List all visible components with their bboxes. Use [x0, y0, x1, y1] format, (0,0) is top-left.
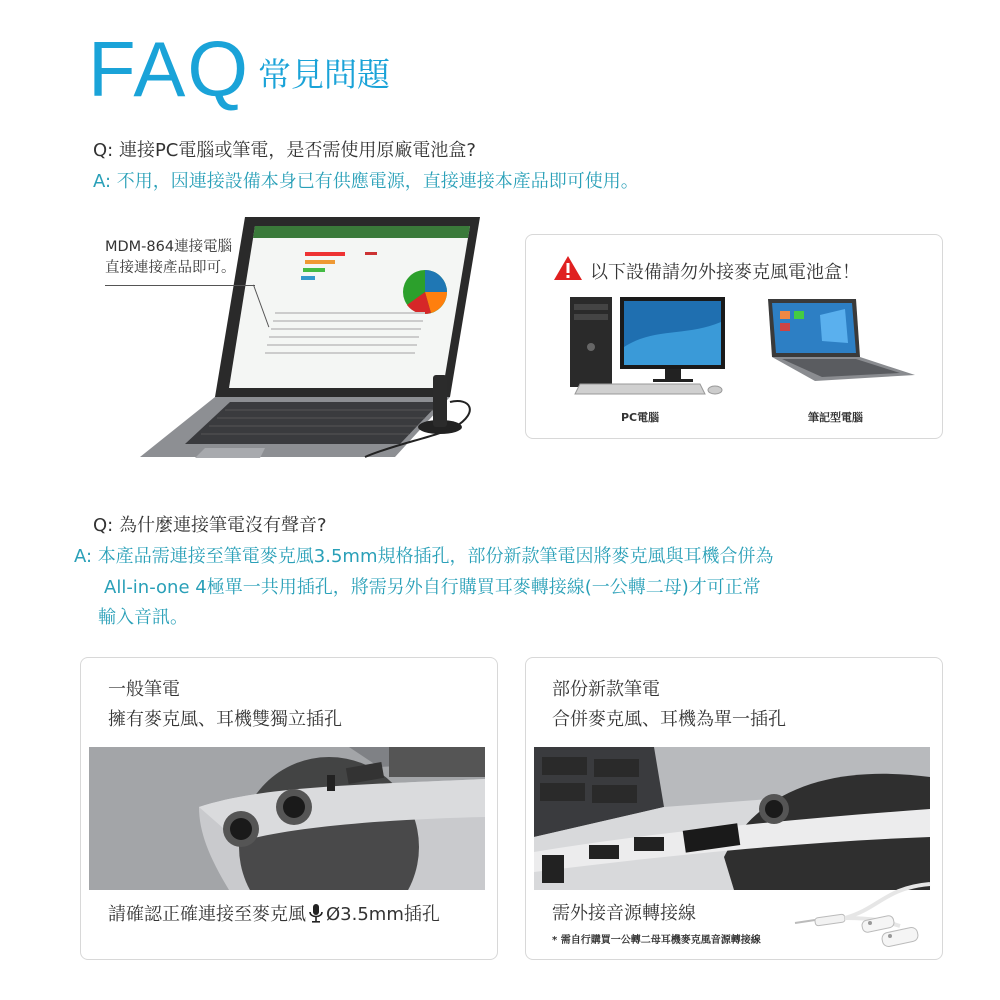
standard-laptop-subtitle: 擁有麥克風、耳機雙獨立插孔	[108, 709, 342, 730]
callout-line-1: MDM-864連接電腦	[105, 239, 233, 255]
standard-laptop-bottom-text	[108, 903, 440, 926]
notebook-label: 筆記型電腦	[808, 411, 863, 424]
jack-size-text: Ø3.5mm插孔	[326, 904, 440, 925]
notebook-image	[760, 295, 920, 385]
audio-splitter-cable-image	[790, 878, 935, 953]
pc-label: PC電腦	[621, 411, 660, 424]
callout-line-2: 直接連接產品即可。	[105, 260, 236, 276]
combo-laptop-title: 部份新款筆電	[552, 679, 660, 700]
question-2: Q: 為什麼連接筆電沒有聲音?	[93, 515, 327, 536]
answer-2-line-1: A: 本產品需連接至筆電麥克風3.5mm規格插孔，部份新款筆電因將麥克風與耳機合併為	[74, 546, 774, 567]
combo-jack-photo	[534, 747, 930, 890]
question-1: Q: 連接PC電腦或筆電，是否需使用原廠電池盒?	[93, 140, 476, 161]
answer-2-line-3: 輸入音訊。	[98, 607, 188, 628]
faq-heading: FAQ	[88, 25, 251, 113]
microphone-icon	[308, 903, 324, 923]
dual-jack-photo	[89, 747, 485, 890]
answer-2-line-2: All-in-one 4極單一共用插孔，將需另外自行購買耳麥轉接線(一公轉二母)才可正常	[104, 577, 761, 598]
combo-laptop-subtitle: 合併麥克風、耳機為單一插孔	[552, 709, 786, 730]
faq-subheading: 常見問題	[258, 55, 390, 94]
answer-1: A: 不用，因連接設備本身已有供應電源，直接連接本產品即可使用。	[93, 171, 639, 192]
pc-computer-image	[565, 292, 735, 402]
warning-icon	[553, 255, 583, 281]
callout-leader-line	[105, 285, 255, 286]
warning-title: 以下設備請勿外接麥克風電池盒！	[590, 262, 860, 283]
adapter-note: * 需自行購買一公轉二母耳機麥克風音源轉接線	[552, 935, 761, 946]
combo-laptop-bottom-text: 需外接音源轉接線	[552, 903, 696, 924]
standard-laptop-title: 一般筆電	[108, 679, 180, 700]
laptop-callout	[105, 237, 236, 279]
confirm-mic-text: 請確認正確連接至麥克風	[108, 904, 306, 925]
